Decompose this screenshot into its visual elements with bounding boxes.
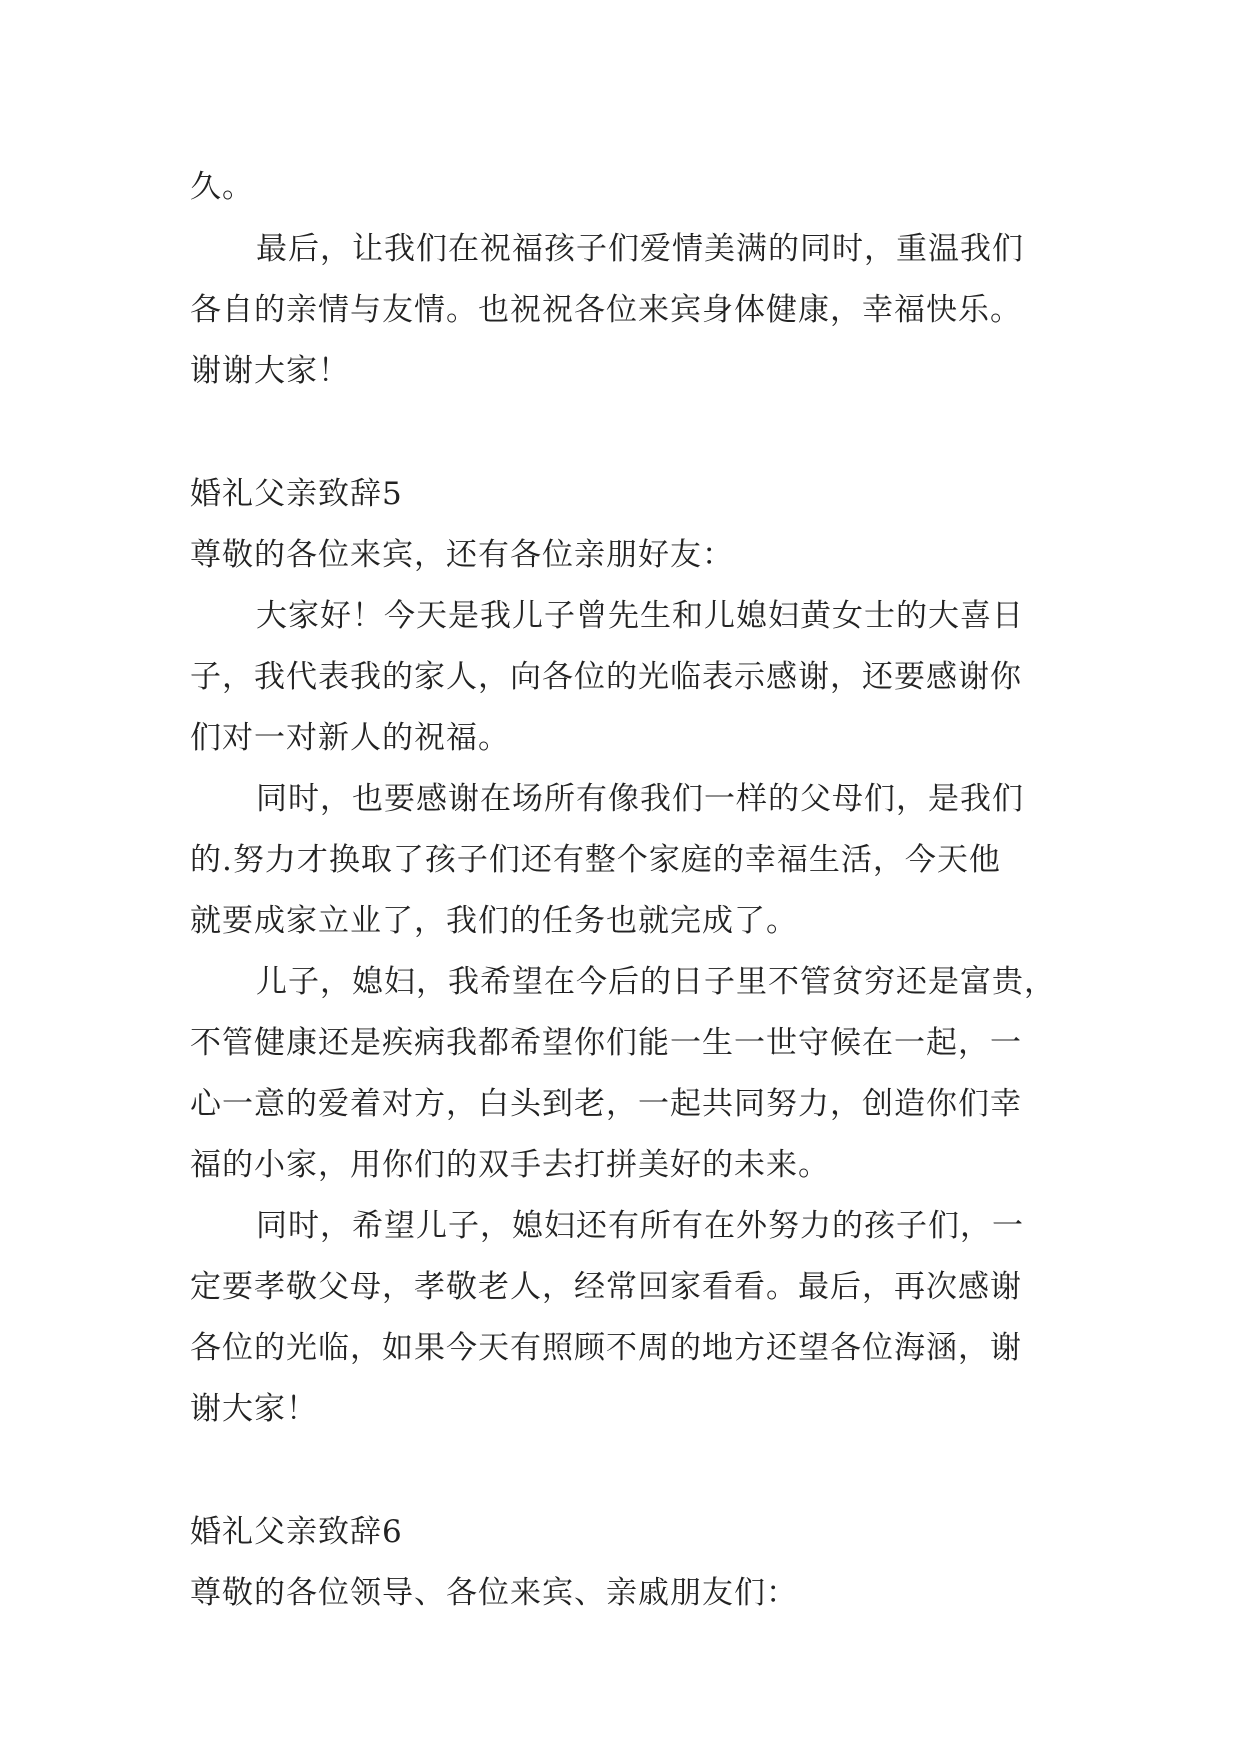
paragraph-line: 同时，希望儿子，媳妇还有所有在外努力的孩子们，一 bbox=[256, 1208, 1024, 1244]
paragraph-line: 儿子，媳妇，我希望在今后的日子里不管贫穷还是富贵， bbox=[256, 964, 1056, 1000]
paragraph-line: 不管健康还是疾病我都希望你们能一生一世守候在一起，一 bbox=[190, 1025, 1022, 1061]
paragraph-line: 们对一对新人的祝福。 bbox=[190, 720, 510, 756]
paragraph-line: 福的小家，用你们的双手去打拼美好的未来。 bbox=[190, 1147, 830, 1183]
paragraph-line: 心一意的爱着对方，白头到老，一起共同努力，创造你们幸 bbox=[190, 1086, 1022, 1122]
paragraph-line: 谢大家！ bbox=[190, 1391, 318, 1427]
paragraph-line: 定要孝敬父母，孝敬老人，经常回家看看。最后，再次感谢 bbox=[190, 1269, 1022, 1305]
paragraph-line: 同时，也要感谢在场所有像我们一样的父母们，是我们 bbox=[256, 781, 1024, 817]
salutation: 尊敬的各位领导、各位来宾、亲戚朋友们： bbox=[190, 1575, 798, 1611]
salutation: 尊敬的各位来宾，还有各位亲朋好友： bbox=[190, 537, 734, 573]
paragraph-line: 谢谢大家！ bbox=[190, 353, 350, 389]
paragraph-line: 子，我代表我的家人，向各位的光临表示感谢，还要感谢你 bbox=[190, 659, 1022, 695]
paragraph-line: 的.努力才换取了孩子们还有整个家庭的幸福生活，今天他 bbox=[190, 842, 1001, 878]
section-title: 婚礼父亲致辞6 bbox=[190, 1514, 403, 1550]
paragraph-line: 就要成家立业了，我们的任务也就完成了。 bbox=[190, 903, 798, 939]
section-title: 婚礼父亲致辞5 bbox=[190, 476, 403, 512]
paragraph-line: 最后，让我们在祝福孩子们爱情美满的同时，重温我们 bbox=[256, 231, 1024, 267]
paragraph-line: 各自的亲情与友情。也祝祝各位来宾身体健康，幸福快乐。 bbox=[190, 292, 1022, 328]
paragraph-line: 各位的光临，如果今天有照顾不周的地方还望各位海涵，谢 bbox=[190, 1330, 1022, 1366]
text-line: 久。 bbox=[190, 169, 254, 205]
paragraph-line: 大家好！今天是我儿子曾先生和儿媳妇黄女士的大喜日 bbox=[256, 598, 1024, 634]
